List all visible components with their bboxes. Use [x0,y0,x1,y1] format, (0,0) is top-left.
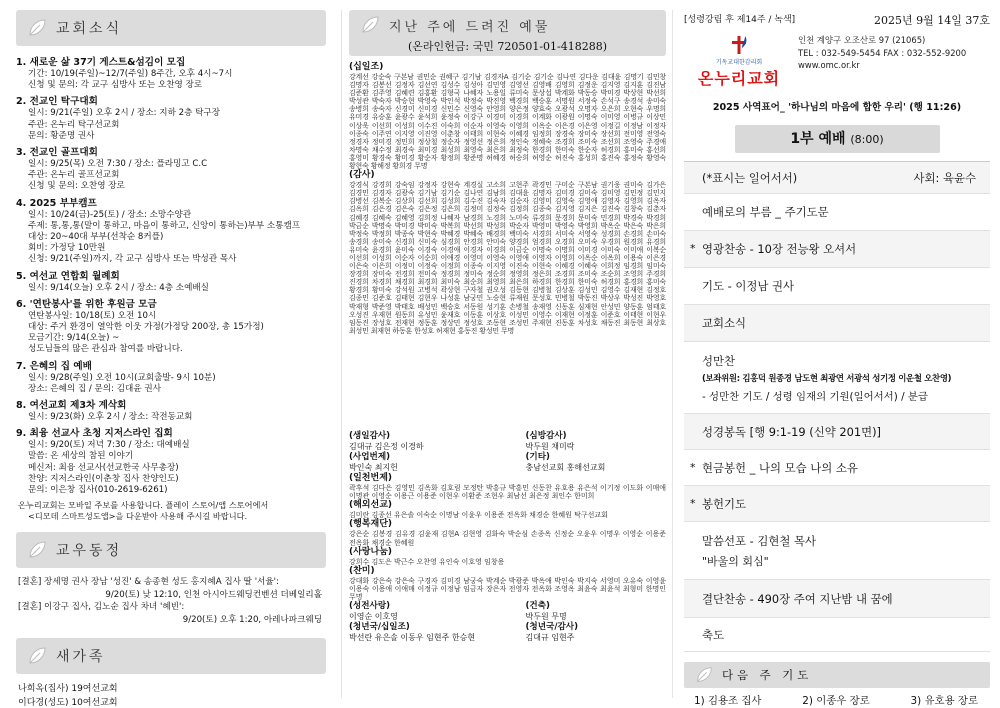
news-item-detail: 성도님들의 많은 관심과 참여를 바랍니다. [28,344,183,355]
worship-order [684,161,990,652]
news-item-detail: 문의: 황준명 권사 [28,130,95,141]
leaf-icon [26,645,48,667]
news-item-detail: 기간: 10/19(주일)~12/7(주일) 8주간, 오후 4시~7시 [28,69,233,79]
sermon-title: "바울의 회심" [702,554,769,568]
condolence-list [16,576,326,626]
mission-names: 김미란 김종선 유은솔 이숙순 이명남 이윤우 이용준 전옥화 채경순 한혜원 탁구선교회 [349,511,608,520]
news-item [16,270,326,294]
youth-tithe-label: (청년국/십일조) [349,621,410,632]
service-title: 1부 예배 (8:00) [735,125,940,153]
sanctuary-label: (성전사랑) [349,600,391,611]
benediction: 축도 [684,618,990,652]
news-item [16,197,326,266]
birthday-visit-row [349,431,666,452]
mobile-bulletin-note: 온누리교회는 모바일 주보를 사용합니다. 플레이 스토어/앱 스토어에서 <디모데 스마트성도앱>을 다운받아 사용해 주시길 바랍니다. [18,500,269,522]
worship-item: * 영광찬송 - 10장 전능왕 오셔서 [684,231,990,268]
news-item [16,427,326,496]
cross-flame-icon [728,34,750,56]
news-item-detail: 일시: 10/24(금)-25(토) / 장소: 소망수양관 [28,209,192,220]
building-section [349,473,666,500]
new-family-header [16,638,326,674]
news-item-detail: 일시: 9/28(주일) 오전 10시(교회출발- 9시 10분) [28,372,216,383]
business-other-row [349,452,666,473]
offerings-column [345,0,670,708]
news-item-title: 7. 은혜의 집 예배 [16,360,92,372]
construction-label: (건축) [525,600,550,611]
mission-section [349,500,666,519]
condolence-header [16,532,326,568]
condolence-title: 교우동정 [56,543,123,560]
building-names: 곽후석 김다은 김영민 김옥화 김호림 모정탄 박흥규 박흥민 신동찬 유호용 유은석 이기정 이도화 이매애 이명관 이영순 이용근 이용준 이현우 이환준 조현우 최남선 최은정 최인수 한미희 [349,484,666,501]
news-item-title: 2. 전교인 탁구대회 [16,96,98,108]
online-offering-account: (온라인헌금: 국민 720501-01-418288) [407,40,608,53]
love-label: (사랑나눔) [349,546,393,557]
standing-note: (*표시는 일어서서) [702,170,798,185]
news-item-title: 8. 여선교회 제3차 계삭회 [16,400,127,412]
offering-prayer: * 봉헌기도 [684,486,990,522]
news-item-detail: 일시: 9/21(주일) 오후 2시 / 장소: 지하 2층 탁구장 [28,108,221,119]
church-news-header [16,10,326,46]
scripture-reading: 성경봉독 [행 9:1-19 (신약 201면)] [684,414,990,450]
construction-names: 박두원 무명 [525,611,567,621]
news-item-detail: 찬양: 지저스라인(이춘창 집사 찬양인도) [28,473,179,484]
visit-label: (심방감사) [525,431,567,442]
news-item-detail: 문의: 이은창 집사(010-2619-6261) [28,485,168,496]
column-divider [341,10,342,698]
news-item-detail: 일시: 9/20(토) 저녁 7:30 / 장소: 대예배실 [28,440,190,451]
sanctuary-construction-row [349,601,666,622]
closing-hymn: 결단찬송 - 490장 주여 지난밤 내 꿈에 [684,580,990,618]
youth-thanks-names: 김대규 임현주 [525,632,575,642]
news-item [16,360,326,395]
new-family-title: 새가족 [56,649,106,666]
tithe-label: (십일조) [349,62,384,72]
news-item-detail: 메신저: 최융 선교사(선교한국 사무총장) [28,462,179,473]
news-item-detail: 주관: 온누리 탁구선교회 [28,119,120,130]
ministry-theme: 2025 사역표어_ '하나님의 마음에 합한 우리' (행 11:26) [712,102,962,113]
news-item-detail: 말씀: 온 세상의 참된 이야기 [28,451,134,462]
visit-names: 박두원 채미락 [525,442,575,452]
condolence-item: [결혼] 장세명 권사 장남 '성진' & 송종현 성도 홍지혜A 집사 딸 '서율': 9/20(토) 낮 12:10, 인천 아시아드웨딩컨벤션 더베일리홀 [18,577,322,600]
love-section [349,547,666,566]
new-family-list: 나희옥(집사) 19여선교회 이다경(성도) 10여선교회 [18,684,118,708]
news-item [16,95,326,142]
news-item-detail: 일시: 9/14(오늘) 오후 2시 / 장소: 4층 소예배실 [28,282,209,293]
news-item-detail: 연탄봉사일: 10/18(토) 오전 10시 [28,310,157,321]
worship-order-column [676,0,1000,708]
news-item-detail: 신청 및 문의: 각 교구 심방사 또는 오찬영 장로 [28,80,203,91]
news-item [16,298,326,356]
news-item-detail: 대상: 20~40대 부부(선착순 8커플) [28,232,164,243]
next-week-prayer-title: 다음 주 기도 [722,668,813,682]
news-item [16,399,326,423]
worship-item: 교회소식 [684,305,990,342]
other-names: 충남선교회 홍해선교회 [525,463,606,473]
news-item-detail: 일시: 9/23(화) 오후 2시 / 장소: 작전동교회 [28,412,193,423]
praise-section [349,566,666,601]
church-news-list [16,56,326,496]
leaf-icon [694,665,714,685]
sanctuary-names: 이영순 이호영 [349,611,398,621]
worship-item: 기도 - 이정남 권사 [684,268,990,305]
condolence-item: [결혼] 이강구 집사, 김노순 집사 차녀 '혜빈': 9/20(토) 오후 1:20, 아레나파크웨딩 [18,602,322,625]
bulletin-topline [684,12,990,28]
business-label: (사업번제) [349,452,391,463]
leaf-icon [26,17,48,39]
news-item-title: 5. 여선교 연합회 월례회 [16,270,120,282]
church-info [684,34,990,89]
prayer-person: 2) 이종우 장로 [802,695,870,707]
news-item-detail: 장소: 은혜의 집 / 문의: 김대윤 권사 [28,383,161,394]
birthday-names: 김대규 김은정 이경하 [349,442,424,452]
presider: 사회: 육윤수 [913,170,976,185]
offerings-title: 지난 주에 드려진 예물 [389,19,551,35]
poor-names: 강은순 김봉경 김유경 김윤재 김현A 김현영 김화숙 박순심 손종옥 신정순 오윤우 이명우 이영순 이용준 전옥화 채경순 한혜원 [349,530,666,547]
birthday-label: (생일감사) [349,431,391,442]
praise-label: (찬미) [349,565,375,576]
liturgical-season: [성령강림 후 제14주 / 녹색] [684,15,796,25]
church-contact [794,34,966,72]
news-item-title: 6. '연탄봉사'를 위한 후원금 모금 [16,298,157,310]
news-item-detail: 신청 및 문의: 오찬영 장로 [28,181,125,192]
news-item-detail: 회비: 가정당 10만원 [28,243,106,254]
next-week-prayer-header [684,662,990,688]
church-news-title: 교회소식 [56,21,123,37]
news-item [16,146,326,193]
news-item [16,56,326,91]
worship-item: 예배로의 부름 _ 주기도문 [684,194,990,231]
church-website[interactable]: www.omc.or.kr [798,60,860,70]
praise-names: 강대화 강은숙 강은숙 구경자 김미경 남궁숙 박계순 박광준 박옥애 박인숙 박지숙 서영미 오유숙 이영윤 이용숙 이용애 이애매 이정규 이정남 임금자 장은자 전영자 전옥화 조영옥 최윤숙 최윤석 최형미 한명인 무명 [349,576,666,601]
communion-steps: - 성만찬 기도 / 성령 임재의 기원(일어서서) / 분급 [702,390,928,403]
leaf-icon [26,539,48,561]
prayer-list [684,688,990,707]
youth-row [349,622,666,643]
denomination: 기독교대한감리회 [715,59,763,66]
news-item-title: 1. 새로운 삶 37기 게스트&섬김이 모집 [16,57,186,68]
youth-tithe-names: 박선란 유은솔 이동우 임현주 한승현 [349,632,476,642]
thanks-label: (감사) [349,170,375,181]
sermon-preacher: 말씀선포 - 김현철 목사 [702,533,817,548]
poor-label: (행복재단) [349,519,393,530]
love-names: 강희수 김도은 박근수 오찬영 유인숙 이호영 임창용 [349,557,505,566]
youth-thanks-label: (청년국/감사) [525,621,579,632]
church-name: 온누리교회 [697,69,781,88]
news-item-detail: 모금기간: 9/14(오늘) ~ [28,333,120,344]
poor-section [349,519,666,546]
church-address: 인천 계양구 오조산로 97 (21065) [798,35,926,45]
worship-order-header [684,162,990,194]
thanks-names: 강경식 강경희 강숙임 강정자 강현숙 계경실 고소희 고현주 곽경민 구미순 구본남 권기웅 권미숙 김가은 김경민 김경자 김광숙 김기남 김기순 김나연 김남희 김대윤 김명자 김미경 김미숙 김미영 김민정 김민지 김병선 김복순 김상희 김선희 김성희 김수진 김숙자 김순자 김영미 김영숙 김영애 김영자 김영희 김옥자 김옥희 김은경 김은숙 김은정 김은희 김정미 김정숙 김정희 김종숙 김지영 김지은 김진숙 김창숙 김춘자 김혜경 김혜숙 김혜영 김희정 나혜자 남경희 노경희 노미숙 류경희 문경희 문미숙 민경희 박경숙 박경희 박금순 박명숙 박미경 박미숙 박복희 박선희 박성희 박순자 박영미 박영숙 박영희 박옥순 박은숙 박은희 박정숙 박정희 박종숙 박현숙 박혜경 박혜숙 배경희 백미숙 서경희 서미숙 서영숙 성경희 손경희 손미숙 송경희 송미숙 신경희 신미숙 심경희 안경희 안미숙 양경희 엄경희 오경희 오미숙 우경희 원경희 유경희 유미숙 윤경희 윤미숙 이경숙 이경애 이경자 이경희 이금순 이명숙 이명희 이미경 이미숙 이미애 이복순 이선희 이성희 이순자 이순희 이애경 이영미 이영숙 이영애 이영자 이영희 이옥순 이옥희 이용숙 이은경 이은숙 이은희 이정미 이정숙 이정희 이종숙 이지영 이진숙 이현숙 이혜경 이혜숙 이희정 임경희 임미숙 장경희 장미숙 전경희 전미숙 정경희 정미숙 정순희 정영희 정은희 조경희 조미숙 조순희 조영희 주경희 진경희 차경희 채경희 최경희 최미숙 최순희 최영희 최은희 하경희 한경희 한미숙 허경희 홍경희 홍미숙 황경희 황미숙 강석원 고병석 곽상현 구자철 권오성 김동현 김병철 김상훈 김성민 김영수 김재현 김정호 김종민 김준호 김태현 김현우 나성훈 남궁민 노승현 류재원 문성호 민병철 박동진 박상우 박성진 박영호 박재형 박준영 박태호 배성민 백승호 서동원 성기훈 손병철 송재영 신동훈 심재현 안성민 양동훈 엄태호 오성진 우재현 원동희 유성민 윤재호 이동훈 이상호 이성민 이영수 이재현 이정훈 이준호 이태현 이현우 임동진 장성호 전재현 정동훈 정상민 정성호 조동현 조성민 주재현 진동훈 차성호 채동진 최동현 최상호 최성민 최재현 하동훈 한성호 허재현 홍동진 황성민 무명 [349,181,666,335]
offering-item: * 현금봉헌 _ 나의 모습 나의 소유 [684,450,990,486]
news-item-detail: 신청: 9/21(주일)까지, 각 교구 심방사 또는 박성관 목사 [28,254,237,265]
communion-title: 성만찬 [702,353,736,368]
business-names: 박인숙 최지헌 [349,463,398,473]
leaf-icon [359,14,381,36]
news-item-title: 3. 전교인 골프대회 [16,147,98,159]
offerings-header [349,10,666,56]
news-item-title: 4. 2025 부부캠프 [16,197,97,209]
church-phone: TEL : 032-549-5454 FAX : 032-552-9200 [798,47,967,58]
left-column [0,0,340,708]
mission-label: (해외선교) [349,500,393,511]
sermon-item [684,522,990,580]
news-item-title: 9. 최융 선교사 초청 지저스라인 집회 [16,428,173,440]
communion-item [684,342,990,414]
communion-helpers: (보좌위원: 김홍덕 원종경 남도현 최광연 서광석 성기정 이운철 오찬영) [702,372,952,383]
news-item-detail: 주관: 온누리 골프선교회 [28,170,120,181]
church-logo [684,34,794,89]
tithe-names: 강계선 강순숙 구본남 권민순 권혜구 김기남 김경자A 김기순 김기순 김나연 김다운 김대윤 김명기 김민창 김명자 김봉선 김정자 김선연 김성수 김성아 김민영 김영선 김영배 김영희 김정운 김지영 김지훈 김진남 김준환 김주영 김혜련 김홍환 김형국 나혜자 노용일 류미숙 문상섭 박계화 박동승 박미경 박상현 박선희 박성관 박숙자 박승현 박영숙 박인석 박정숙 박진영 백경희 백승훈 서명원 서정숙 손석구 송경석 송미숙 송병희 송숙자 신경미 신미경 신민수 신영숙 안영희 양은정 양효숙 오광석 오명자 오은희 오현숙 우명희 유미경 유승훈 윤광수 윤석희 윤정숙 이강구 이경미 이경희 이계화 이광원 이명숙 이미영 이병규 이상민 이상욱 이선희 이성희 이수진 이숙희 이순자 이영숙 이영희 이옥순 이은경 이은영 이정길 이정남 이정자 이종숙 이주연 이지영 이진영 이춘창 이태희 이현숙 이혜경 임정희 장경숙 장미숙 장선희 전미영 전영숙 정경자 정미경 정민희 정상철 정순자 정영선 정은희 정인숙 정혜숙 조경희 조미숙 조선희 조영숙 주경애 차명숙 채수정 최경숙 최미경 최성희 최영숙 최은희 최정숙 한경희 한미숙 한순자 허경희 홍미숙 홍선희 홍영미 황경숙 황미경 황순자 황정희 황준명 허혜경 허승희 허영순 허진숙 홍성희 홍진숙 홍정숙 황영숙 황현숙 황해정 황희경 무명 [349,73,666,171]
prayer-person: 3) 유호용 장로 [910,695,978,707]
column-divider [672,10,673,698]
prayer-person: 1) 김용조 집사 [694,695,762,707]
news-item-detail: 주제: 통,통,통(말이 통하고, 마음이 통하고, 신앙이 통하는)부부 소통캠프 [28,220,301,231]
thanks-section [349,170,666,431]
bulletin-date: 2025년 9월 14일 37호 [874,14,990,27]
building-label: (일천번제) [349,473,393,484]
news-item-detail: 일시: 9/25(목) 오전 7:30 / 장소: 플라밍고 C.C [28,159,208,170]
other-label: (기타) [525,452,550,463]
tithe-section [349,62,666,170]
news-item-detail: 대상: 주거 환경이 열악한 이웃 가정(가정당 200장, 총 15가정) [28,322,264,333]
